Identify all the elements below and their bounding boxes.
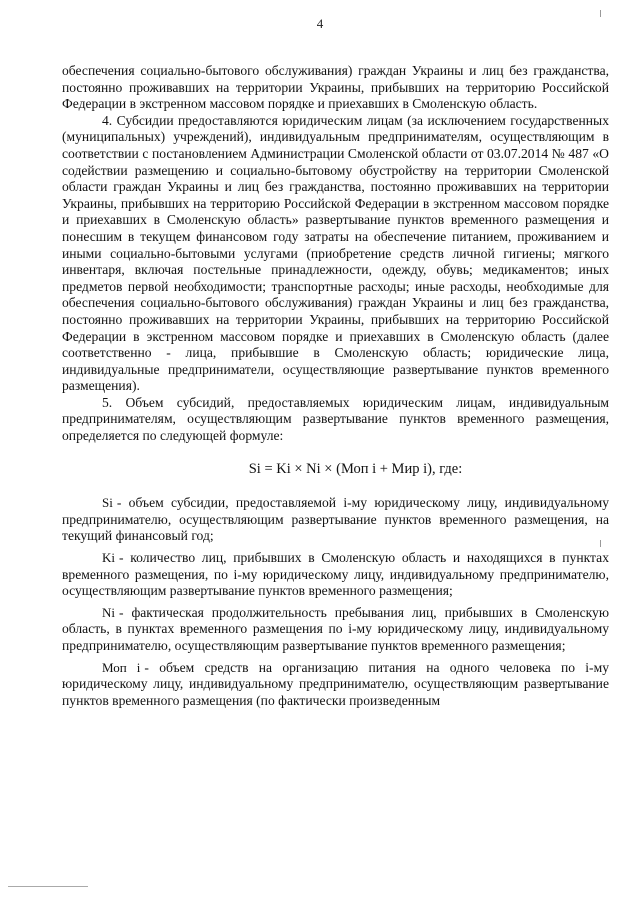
definition-text: - объем субсидии, предоставляемой i-му юридическому лицу, индивидуальному предпринимателю, осуществляющим развертывание пунктов временного размещения, на текущий финансовый год; <box>62 495 609 544</box>
definition-symbol: Si <box>102 495 113 511</box>
definition-symbol: Ki <box>102 550 115 566</box>
definition-ki <box>62 550 609 600</box>
definition-mop <box>62 660 609 710</box>
document-body <box>62 63 609 709</box>
definition-text: - объем средств на организацию питания на одного человека по i-му юридическому лицу, индивидуальному предпринимателю, осуществляющим развертывание пунктов временного размещения (по фактически произведенным <box>62 659 609 708</box>
definition-ni <box>62 605 609 655</box>
page-number: 4 <box>316 16 324 31</box>
definition-symbol: Моп i <box>102 659 141 675</box>
subsidy-formula: Si = Ki × Ni × (Моп i + Мир i), где: <box>248 460 463 477</box>
definition-text: - фактическая продолжительность пребывания лиц, прибывших в Смоленскую область, в пунктах временного размещения по i-му юридическому лицу, индивидуальному предпринимателю, осуществляющим развертывание пунктов временного размещения; <box>62 604 609 653</box>
footer-rule <box>8 886 88 887</box>
definition-symbol: Ni <box>102 604 115 620</box>
paragraph-continuation: обеспечения социально-бытового обслуживания) граждан Украины и лиц без гражданства, постоянно проживавших на территории Украины, прибывших на территорию Российской Федерации в экстренном массовом порядке и приехавших в Смоленскую область. <box>62 63 609 112</box>
paragraph-4: 4. Субсидии предоставляются юридическим лицам (за исключением государственных (муниципальных) учреждений), индивидуальным предпринимателям, осуществляющим в соответствии с постановлением Администрации Смоленской области от 03.07.2014 № 487 «О содействии размещению и социально-бытовому обустройству на территории Смоленской области граждан Украины и лиц без гражданства, постоянно проживавших на территории Украины, прибывших на территорию Российской Федерации в экстренном массовом порядке и приехавших в Смоленскую область» развертывание пунктов временного размещения и понесшим в текущем финансовом году затраты на обеспечение питанием, проживанием и иными социально-бытовыми услугами (приобретение средств личной гигиены; мягкого инвентаря, включая постельные принадлежности, одежду, обувь; медикаментов; иных предметов первой необходимости; транспортные расходы; иные расходы, необходимые для обеспечения социально-бытового обслуживания) граждан Украины и лиц без гражданства, постоянно проживавших на территории Украины, прибывших на территорию Российской Федерации в экстренном массовом порядке и приехавших в Смоленскую область (далее соответственно - лица, прибывшие в Смоленскую область; юридические лица, индивидуальные предприниматели, осуществляющие развертывание пунктов временного размещения). <box>62 112 609 394</box>
paragraph-5: 5. Объем субсидий, предоставляемых юридическим лицам, индивидуальным предпринимателям, осуществляющим развертывание пунктов временного размещения, определяется по следующей формуле: <box>62 394 609 444</box>
definition-text: - количество лиц, прибывших в Смоленскую область и находящихся в пунктах временного размещения, по i-му юридическому лицу, индивидуальному предпринимателю, осуществляющим развертывание пунктов временного размещения; <box>62 550 609 599</box>
scan-mark <box>600 10 601 17</box>
definition-si <box>62 495 609 545</box>
